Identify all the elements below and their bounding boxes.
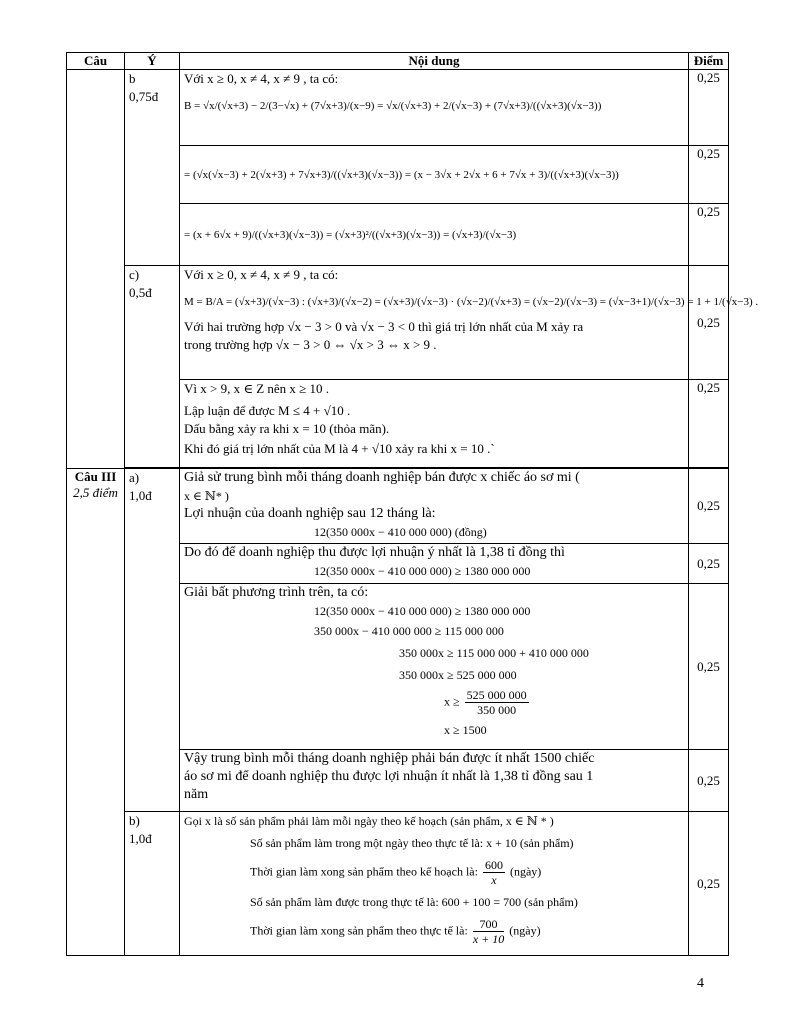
part-b-label-cell bbox=[125, 70, 180, 266]
text-part: (ngày) bbox=[509, 864, 542, 879]
equation: B = √x/(√x+3) − 2/(3−√x) + (7√x+3)/(x−9) = √x/(√x+3) + 2/(√x−3) + (7√x+3)/((√x+3)(√x−3)) bbox=[184, 100, 602, 112]
score: 0,25 bbox=[689, 750, 729, 812]
text-line: năm bbox=[184, 787, 209, 802]
header-cau: Câu bbox=[67, 53, 125, 70]
table-row bbox=[67, 266, 729, 380]
fraction bbox=[473, 917, 504, 946]
part-b-points: 0,75đ bbox=[129, 89, 159, 104]
part-c-label-cell bbox=[125, 266, 180, 468]
fraction-numerator: 600 bbox=[484, 858, 503, 872]
text-line bbox=[184, 917, 684, 946]
text-line: 12(350 000x − 410 000 000) (đồng) bbox=[314, 525, 487, 539]
text-line: Số sản phẩm làm được trong thực tế là: 600 + 100 = 700 (sản phẩm) bbox=[250, 895, 578, 909]
text-line: Lập luận để được M ≤ 4 + √10 . bbox=[184, 403, 351, 418]
fraction bbox=[465, 688, 529, 717]
part-b-label: b bbox=[129, 71, 136, 86]
equation: = (√x(√x−3) + 2(√x+3) + 7√x+3)/((√x+3)(√x−3)) = (x − 3√x + 2√x + 6 + 7√x + 3)/((√x+3)(√x−3)) bbox=[184, 168, 619, 181]
score: 0,25 bbox=[689, 266, 729, 380]
cau-3-title: Câu III bbox=[74, 469, 117, 484]
text-line: Giả sử trung bình mỗi tháng doanh nghiệp bán được x chiếc áo sơ mi ( bbox=[184, 470, 580, 485]
fraction-numerator: 700 bbox=[473, 917, 504, 932]
content-cell bbox=[180, 380, 689, 468]
equation-line: 12(350 000x − 410 000 000) ≥ 1380 000 000 bbox=[314, 604, 531, 618]
condition-text: Với x ≥ 0, x ≠ 4, x ≠ 9 , ta có: bbox=[184, 267, 339, 282]
part-c-points: 0,5đ bbox=[129, 285, 152, 300]
content-cell bbox=[180, 812, 689, 956]
text-line: trong trường hợp √x − 3 > 0 ⇔ √x > 3 ⇔ x > 9 . bbox=[184, 337, 437, 352]
text-line: Khi đó giá trị lớn nhất của M là 4 + √10 xảy ra khi x = 10 .` bbox=[184, 441, 495, 456]
part-3b-label-cell bbox=[125, 812, 180, 956]
text-line: Lợi nhuận của doanh nghiệp sau 12 tháng là: bbox=[184, 506, 436, 521]
part-c-label: c) bbox=[129, 267, 140, 282]
score: 0,25 bbox=[689, 204, 729, 266]
equation: M = B/A = (√x+3)/(√x−3) : (√x+3)/(√x−2) = (√x+3)/(√x−3) · (√x−2)/(√x+3) = (√x−2)/(√x−3) = (√x−3+1)/(√x−3) = 1 + 1/(√x−3) . bbox=[184, 296, 759, 308]
content-cell bbox=[180, 70, 689, 146]
score: 0,25 bbox=[689, 469, 729, 544]
text-line: Vậy trung bình mỗi tháng doanh nghiệp phải bán được ít nhất 1500 chiếc bbox=[184, 751, 595, 766]
cau-cell-empty bbox=[67, 70, 125, 469]
text-line: Dấu bằng xảy ra khi x = 10 (thỏa mãn). bbox=[184, 421, 390, 436]
cau-3-cell bbox=[67, 469, 125, 956]
fraction-denominator: x bbox=[491, 873, 497, 887]
text-part: (ngày) bbox=[509, 923, 541, 938]
content-cell bbox=[180, 469, 689, 544]
grading-table bbox=[66, 52, 759, 956]
score: 0,25 bbox=[689, 70, 729, 146]
text-line: Do đó để doanh nghiệp thu được lợi nhuận ý nhất là 1,38 tỉ đồng thì bbox=[184, 545, 565, 560]
part-3a-label-cell bbox=[125, 469, 180, 812]
text-part: Thời gian làm xong sản phẩm theo thực tế là: bbox=[250, 923, 468, 938]
page-number: 4 bbox=[697, 976, 704, 991]
condition-text: Với x ≥ 0, x ≠ 4, x ≠ 9 , ta có: bbox=[184, 71, 339, 86]
text-line: áo sơ mi để doanh nghiệp thu được lợi nhuận ít nhất là 1,38 tỉ đồng sau 1 bbox=[184, 769, 594, 784]
fraction-denominator: 350 000 bbox=[477, 703, 517, 717]
header-y: Ý bbox=[125, 53, 180, 70]
text-line: Gọi x là số sản phẩm phải làm mỗi ngày theo kế hoạch (sản phẩm, x ∈ ℕ * ) bbox=[184, 814, 554, 828]
cau-3-points: 2,5 điểm bbox=[73, 485, 118, 500]
equation-line: 350 000x ≥ 115 000 000 + 410 000 000 bbox=[399, 646, 589, 660]
content-cell bbox=[180, 146, 689, 204]
table-row bbox=[67, 812, 729, 956]
fraction-prefix: x ≥ bbox=[444, 694, 460, 709]
table-row bbox=[67, 70, 729, 146]
content-cell bbox=[180, 750, 689, 812]
fraction-denominator: x + 10 bbox=[472, 932, 505, 946]
equation-line: 350 000x − 410 000 000 ≥ 115 000 000 bbox=[314, 624, 504, 638]
header-noi-dung: Nội dung bbox=[180, 53, 689, 70]
text-line: Với hai trường hợp √x − 3 > 0 và √x − 3 < 0 thì giá trị lớn nhất của M xảy ra bbox=[184, 319, 584, 334]
equation-line: x ≥ 1500 bbox=[444, 723, 487, 737]
fraction-numerator: 525 000 000 bbox=[466, 688, 527, 702]
text-line: Giải bất phương trình trên, ta có: bbox=[184, 585, 369, 600]
text-line: Vì x > 9, x ∈ Z nên x ≥ 10 . bbox=[184, 381, 330, 396]
score: 0,25 bbox=[689, 380, 729, 468]
table-header bbox=[67, 53, 729, 70]
text-line: x ∈ ℕ* ) bbox=[184, 489, 229, 503]
content-cell bbox=[180, 584, 689, 750]
part-3a-points: 1,0đ bbox=[129, 488, 152, 503]
text-line: Số sản phẩm làm trong một ngày theo thực tế là: x + 10 (sản phẩm) bbox=[250, 836, 574, 850]
equation-line: 350 000x ≥ 525 000 000 bbox=[399, 668, 517, 682]
content-cell bbox=[180, 544, 689, 584]
score: 0,25 bbox=[689, 584, 729, 750]
part-3a-label: a) bbox=[129, 470, 140, 485]
header-diem: Điểm bbox=[689, 53, 729, 70]
text-part: Thời gian làm xong sản phẩm theo kế hoạch là: bbox=[250, 864, 478, 879]
score: 0,25 bbox=[689, 544, 729, 584]
fraction bbox=[483, 858, 505, 887]
text-line: 12(350 000x − 410 000 000) ≥ 1380 000 000 bbox=[314, 564, 531, 578]
text-line bbox=[184, 858, 684, 887]
equation-line bbox=[184, 688, 684, 717]
part-3b-label: b) bbox=[129, 813, 140, 828]
part-3b-points: 1,0đ bbox=[129, 831, 152, 846]
score: 0,25 bbox=[689, 146, 729, 204]
equation: = (x + 6√x + 9)/((√x+3)(√x−3)) = (√x+3)²/((√x+3)(√x−3)) = (√x+3)/(√x−3) bbox=[184, 228, 517, 241]
score: 0,25 bbox=[689, 812, 729, 956]
table-row bbox=[67, 469, 729, 544]
content-cell bbox=[180, 204, 689, 266]
